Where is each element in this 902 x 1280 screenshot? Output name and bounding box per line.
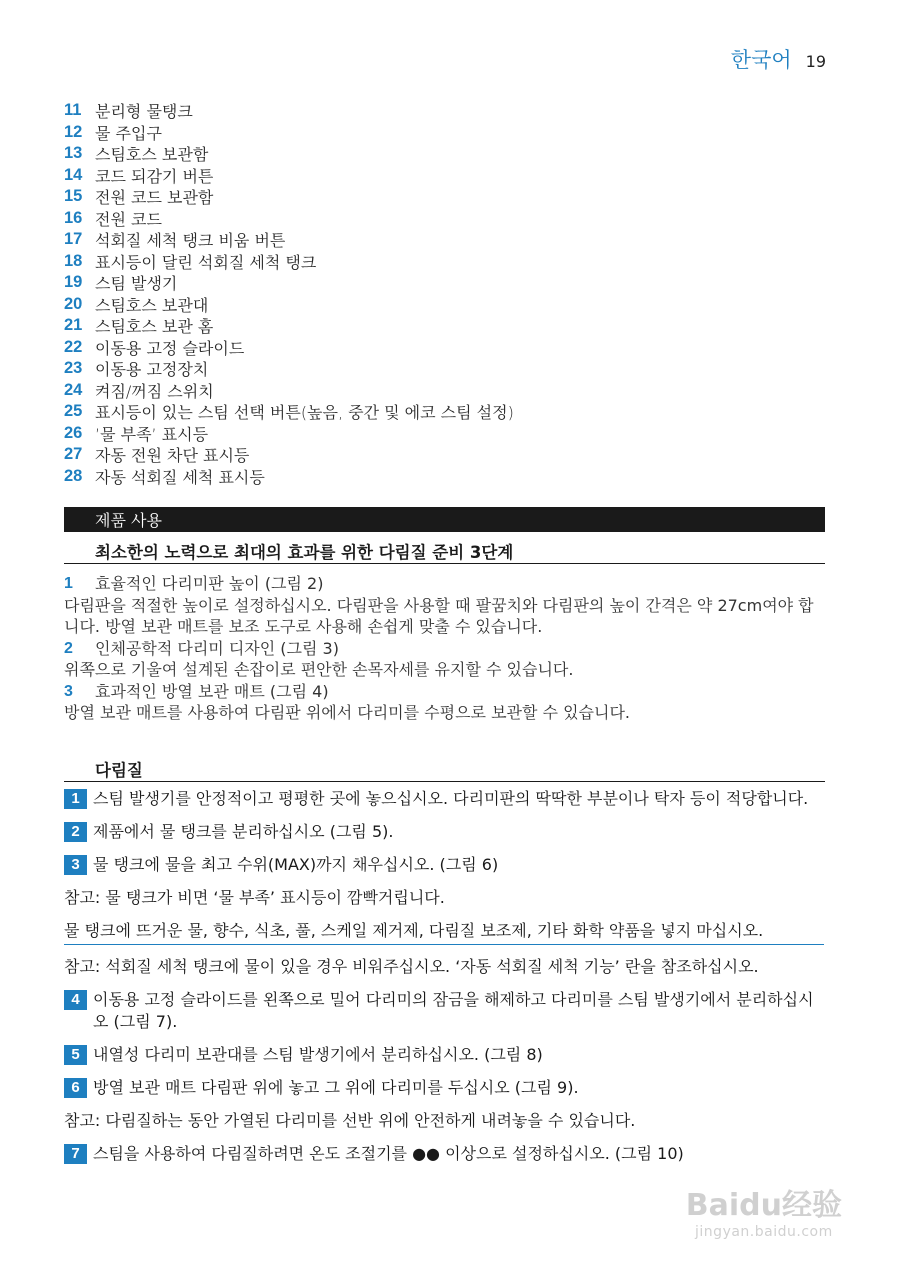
step-number-badge: 7 bbox=[64, 1144, 87, 1164]
section-title: 제품 사용 bbox=[95, 511, 162, 530]
tip-title bbox=[64, 681, 824, 703]
note: 참고: 석회질 세척 탱크에 물이 있을 경우 비워주십시오. ‘자동 석회질 세척 기능’ 란을 참조하십시오. bbox=[64, 957, 759, 976]
step bbox=[64, 854, 824, 876]
step-text: 제품에서 물 탱크를 분리하십시오 (그림 5). bbox=[93, 822, 394, 841]
tip-title-text: 효과적인 방열 보관 매트 (그림 4) bbox=[95, 681, 329, 701]
part-label: 스팀호스 보관대 bbox=[95, 295, 209, 315]
ironing-steps bbox=[64, 788, 824, 1176]
watermark-logo: Baidu经验 bbox=[685, 1188, 842, 1223]
part-label: ’물 부족’ 표시등 bbox=[95, 424, 209, 444]
step bbox=[64, 821, 824, 843]
baidu-watermark bbox=[686, 1180, 842, 1240]
part-number: 12 bbox=[64, 122, 83, 141]
part-item bbox=[64, 100, 844, 122]
step-text: 스팀 발생기를 안정적이고 평평한 곳에 놓으십시오. 다리미판의 딱딱한 부분이나 탁자 등이 적당합니다. bbox=[93, 789, 809, 808]
step-number-badge: 3 bbox=[64, 855, 87, 875]
step-number-badge: 5 bbox=[64, 1045, 87, 1065]
step-text: 내열성 다리미 보관대를 스팀 발생기에서 분리하십시오. (그림 8) bbox=[93, 1045, 543, 1064]
part-label: 이동용 고정장치 bbox=[95, 360, 209, 380]
ironing-heading bbox=[64, 756, 825, 782]
part-item bbox=[64, 337, 844, 359]
part-number: 26 bbox=[64, 423, 83, 442]
step-text: 이동용 고정 슬라이드를 왼쪽으로 밀어 다리미의 잠금을 해제하고 다리미를 스팀 발생기에서 분리하십시오 (그림 7). bbox=[93, 990, 814, 1031]
part-item bbox=[64, 122, 844, 144]
tip-number: 3 bbox=[64, 682, 73, 700]
step-number-badge: 6 bbox=[64, 1078, 87, 1098]
part-number: 24 bbox=[64, 380, 83, 399]
step bbox=[64, 1143, 824, 1165]
part-number: 19 bbox=[64, 273, 83, 292]
prep-heading-text: 최소한의 노력으로 최대의 효과를 위한 다림질 준비 3단계 bbox=[95, 542, 514, 562]
part-item bbox=[64, 165, 844, 187]
part-number: 17 bbox=[64, 230, 83, 249]
part-number: 11 bbox=[64, 101, 82, 120]
note: 참고: 다림질하는 동안 가열된 다리미를 선반 위에 안전하게 내려놓을 수 있습니다. bbox=[64, 1111, 636, 1130]
part-label: 전원 코드 보관함 bbox=[95, 188, 214, 208]
part-number: 22 bbox=[64, 337, 83, 356]
part-item bbox=[64, 294, 844, 316]
tip-body: 다림판을 적절한 높이로 설정하십시오. 다림판을 사용할 때 팔꿈치와 다림판의 높이 간격은 약 27cm여야 합니다. 방열 보관 매트를 보조 도구로 사용해 손쉽게 맞출 수 있습니다. bbox=[64, 595, 814, 636]
part-item bbox=[64, 380, 844, 402]
part-item bbox=[64, 143, 844, 165]
warning: 물 탱크에 뜨거운 물, 향수, 식초, 풀, 스케일 제거제, 다림질 보조제, 기타 화학 약품을 넣지 마십시오. bbox=[64, 920, 824, 945]
tip-title-text: 인체공학적 다리미 디자인 (그림 3) bbox=[95, 638, 339, 658]
part-item bbox=[64, 272, 844, 294]
part-label: 코드 되감기 버튼 bbox=[95, 166, 214, 186]
part-label: 이동용 고정 슬라이드 bbox=[95, 338, 245, 358]
part-number: 14 bbox=[64, 165, 83, 184]
part-number: 15 bbox=[64, 187, 83, 206]
tip-title bbox=[64, 573, 824, 595]
part-number: 18 bbox=[64, 251, 83, 270]
step-text: 방열 보관 매트 다림판 위에 놓고 그 위에 다리미를 두십시오 (그림 9). bbox=[93, 1078, 579, 1097]
tip-number: 1 bbox=[64, 575, 73, 592]
part-item bbox=[64, 229, 844, 251]
part-label: 표시등이 달린 석회질 세척 탱크 bbox=[95, 252, 317, 272]
step bbox=[64, 1077, 824, 1099]
part-number: 13 bbox=[64, 144, 83, 163]
step-number-badge: 4 bbox=[64, 990, 87, 1010]
part-label: 분리형 물탱크 bbox=[95, 102, 193, 122]
part-number: 16 bbox=[64, 208, 83, 227]
parts-list bbox=[64, 100, 844, 487]
step bbox=[64, 1044, 824, 1066]
tip-body: 위쪽으로 기울여 설계된 손잡이로 편안한 손목자세를 유지할 수 있습니다. bbox=[64, 660, 574, 679]
tip-body: 방열 보관 매트를 사용하여 다림판 위에서 다리미를 수평으로 보관할 수 있습니다. bbox=[64, 703, 630, 722]
part-item bbox=[64, 208, 844, 230]
prep-tips bbox=[64, 573, 824, 724]
part-label: 표시등이 있는 스팀 선택 버튼(높음, 중간 및 에코 스팀 설정) bbox=[95, 403, 514, 423]
part-label: 스팀호스 보관함 bbox=[95, 145, 209, 165]
step-number-badge: 2 bbox=[64, 822, 87, 842]
part-number: 28 bbox=[64, 466, 83, 485]
tip-title bbox=[64, 638, 824, 660]
part-item bbox=[64, 251, 844, 273]
ironing-heading-text: 다림질 bbox=[95, 760, 143, 780]
part-label: 석회질 세척 탱크 비움 버튼 bbox=[95, 231, 286, 251]
part-number: 25 bbox=[64, 402, 83, 421]
part-item bbox=[64, 466, 844, 488]
part-label: 전원 코드 bbox=[95, 209, 162, 229]
note: 참고: 물 탱크가 비면 ‘물 부족’ 표시등이 깜빡거립니다. bbox=[64, 888, 445, 907]
part-number: 20 bbox=[64, 294, 83, 313]
step bbox=[64, 989, 824, 1033]
part-label: 켜짐/꺼짐 스위치 bbox=[95, 381, 214, 401]
part-item bbox=[64, 444, 844, 466]
prep-heading bbox=[64, 538, 825, 564]
part-number: 23 bbox=[64, 359, 83, 378]
part-label: 자동 석회질 세척 표시등 bbox=[95, 467, 265, 487]
step bbox=[64, 788, 824, 810]
tip-number: 2 bbox=[64, 639, 73, 657]
part-item bbox=[64, 358, 844, 380]
part-item bbox=[64, 186, 844, 208]
part-label: 자동 전원 차단 표시등 bbox=[95, 446, 250, 466]
part-item bbox=[64, 423, 844, 445]
page-number: 19 bbox=[805, 52, 826, 71]
part-label: 스팀 발생기 bbox=[95, 274, 178, 294]
section-title-bar bbox=[64, 507, 825, 532]
part-label: 스팀호스 보관 홈 bbox=[95, 317, 214, 337]
watermark-url: jingyan.baidu.com bbox=[695, 1224, 833, 1240]
tip-title-text: 효율적인 다리미판 높이 (그림 2) bbox=[95, 574, 324, 593]
step-text: 스팀을 사용하여 다림질하려면 온도 조절기를 ●● 이상으로 설정하십시오. (그림 10) bbox=[93, 1144, 684, 1163]
part-label: 물 주입구 bbox=[95, 123, 162, 143]
part-item bbox=[64, 401, 844, 423]
step-number-badge: 1 bbox=[64, 789, 87, 809]
page-header bbox=[731, 44, 826, 74]
part-number: 27 bbox=[64, 445, 83, 464]
part-item bbox=[64, 315, 844, 337]
step-text: 물 탱크에 물을 최고 수위(MAX)까지 채우십시오. (그림 6) bbox=[93, 855, 499, 874]
part-number: 21 bbox=[64, 316, 83, 335]
language-label: 한국어 bbox=[730, 48, 792, 72]
